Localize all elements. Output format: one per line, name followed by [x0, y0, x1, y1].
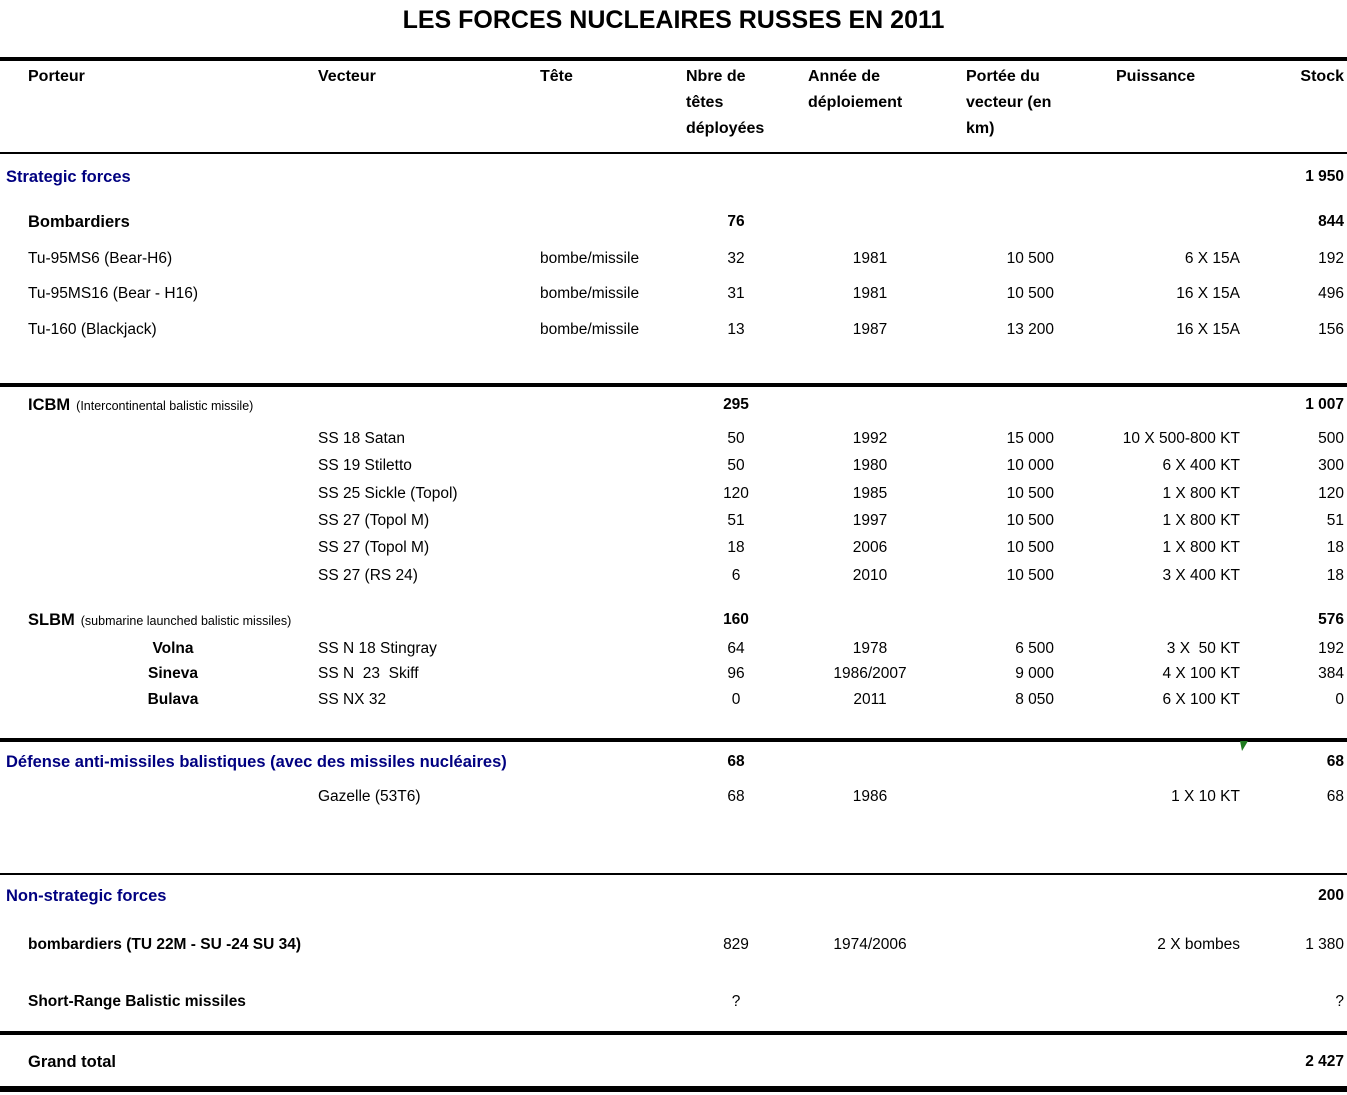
cell-stock: 18	[1326, 539, 1344, 556]
cell-nbre: 68	[727, 753, 745, 770]
cell-puissance: 16 X 15A	[1176, 321, 1240, 338]
cell-nbre: 13	[727, 321, 745, 338]
column-header-stock: Stock	[1300, 68, 1344, 85]
cell-vecteur: SS 18 Satan	[318, 430, 406, 447]
cell-puissance: 6 X 100 KT	[1162, 691, 1240, 708]
row-bombardiers2	[0, 935, 1347, 956]
cell-porteur: Défense anti-missiles balistiques (avec des missiles nucléaires)	[6, 753, 507, 771]
cell-nbre: 68	[727, 788, 745, 805]
cell-annee: 1978	[852, 640, 888, 657]
column-header-tete: Tête	[540, 68, 573, 85]
row-ss18	[0, 429, 1347, 450]
cell-annee: 1985	[852, 485, 888, 502]
cell-porteur: Grand total	[28, 1053, 117, 1071]
cell-tete: bombe/missile	[540, 321, 640, 338]
cell-porteur: Volna	[152, 640, 194, 657]
row-nonstrategic	[0, 886, 1347, 907]
porteur-note: (Intercontinental balistic missile)	[76, 399, 254, 413]
row-tu160	[0, 320, 1347, 341]
cell-stock: 192	[1318, 640, 1344, 657]
row-tu95ms16	[0, 284, 1347, 305]
cell-tete: bombe/missile	[540, 285, 640, 302]
cell-portee: 13 200	[1006, 321, 1054, 338]
cell-puissance: 1 X 10 KT	[1171, 788, 1240, 805]
cell-stock: 1 007	[1305, 396, 1344, 413]
cell-stock: 156	[1318, 321, 1344, 338]
row-ss27a	[0, 511, 1347, 532]
rule-below-header	[0, 152, 1347, 154]
cell-nbre: 64	[727, 640, 745, 657]
rule-above-icbm	[0, 383, 1347, 387]
cell-portee: 10 500	[1006, 567, 1054, 584]
cell-portee: 10 500	[1006, 485, 1054, 502]
cell-portee: 8 050	[1015, 691, 1054, 708]
row-ss27b	[0, 538, 1347, 559]
cell-portee: 10 500	[1006, 285, 1054, 302]
cell-annee: 2006	[852, 539, 888, 556]
cell-nbre: 18	[727, 539, 745, 556]
column-header-porteur: Porteur	[28, 68, 85, 85]
row-icbm	[0, 395, 1347, 416]
cell-annee: 1981	[852, 250, 888, 267]
cell-tete: bombe/missile	[540, 250, 640, 267]
row-tu95ms6	[0, 249, 1347, 270]
cell-annee: 2010	[852, 567, 888, 584]
cell-porteur: Sineva	[148, 665, 198, 682]
cell-stock: 68	[1326, 788, 1344, 805]
rule-above-nonstrategic	[0, 873, 1347, 875]
cell-stock: 120	[1318, 485, 1344, 502]
row-grandtotal	[0, 1052, 1347, 1073]
row-ss25	[0, 484, 1347, 505]
cell-portee: 10 500	[1006, 250, 1054, 267]
cell-stock: 300	[1318, 457, 1344, 474]
cell-porteur: Tu-160 (Blackjack)	[28, 321, 157, 338]
rule-below-title	[0, 57, 1347, 61]
cell-nbre: 51	[727, 512, 745, 529]
cell-puissance: 16 X 15A	[1176, 285, 1240, 302]
cell-porteur: Short-Range Balistic missiles	[28, 993, 246, 1010]
cell-puissance: 1 X 800 KT	[1162, 539, 1240, 556]
column-header-annee: Année de déploiement	[808, 68, 903, 111]
cell-porteur: bombardiers (TU 22M - SU -24 SU 34)	[28, 936, 302, 953]
cell-annee: 1997	[852, 512, 888, 529]
cell-puissance: 2 X bombes	[1157, 936, 1240, 953]
cell-stock: ?	[1335, 993, 1344, 1010]
rule-above-defense	[0, 738, 1347, 742]
cell-porteur: Bombardiers	[28, 213, 130, 231]
cell-stock: 192	[1318, 250, 1344, 267]
row-volna	[0, 639, 1347, 660]
cell-portee: 6 500	[1015, 640, 1054, 657]
cell-stock: 200	[1318, 887, 1344, 904]
row-slbm	[0, 610, 1347, 631]
green-mark-icon	[1239, 741, 1249, 752]
column-header-vecteur: Vecteur	[318, 68, 376, 85]
rule-bottom	[0, 1086, 1347, 1092]
cell-porteur: Non-strategic forces	[6, 887, 167, 905]
cell-nbre: 6	[731, 567, 741, 584]
cell-nbre: 50	[727, 430, 745, 447]
page-title: LES FORCES NUCLEAIRES RUSSES EN 2011	[402, 6, 945, 34]
column-header-portee: Portée du vecteur (en km)	[966, 68, 1052, 137]
row-sineva	[0, 664, 1347, 685]
cell-vecteur: SS 27 (Topol M)	[318, 512, 430, 529]
cell-porteur: Tu-95MS16 (Bear - H16)	[28, 285, 198, 302]
rule-above-grand-total	[0, 1031, 1347, 1035]
cell-puissance: 6 X 15A	[1184, 250, 1240, 267]
cell-vecteur: Gazelle (53T6)	[318, 788, 421, 805]
row-bombardiers	[0, 212, 1347, 233]
cell-annee: 1992	[852, 430, 888, 447]
cell-stock: 1 380	[1305, 936, 1344, 953]
cell-nbre: 96	[727, 665, 745, 682]
cell-porteur: Tu-95MS6 (Bear-H6)	[28, 250, 173, 267]
cell-vecteur: SS NX 32	[318, 691, 387, 708]
table-header-row	[0, 64, 1347, 142]
cell-puissance: 3 X 400 KT	[1162, 567, 1240, 584]
cell-portee: 15 000	[1006, 430, 1054, 447]
cell-stock: 2 427	[1305, 1053, 1344, 1070]
column-header-nbre: Nbre de têtes déployées	[686, 68, 765, 137]
cell-stock: 844	[1318, 213, 1344, 230]
row-strategic	[0, 167, 1347, 188]
cell-nbre: 76	[727, 213, 745, 230]
row-ss19	[0, 456, 1347, 477]
cell-nbre: 50	[727, 457, 745, 474]
cell-vecteur: SS N 18 Stingray	[318, 640, 437, 657]
column-header-puissance: Puissance	[1116, 68, 1196, 85]
cell-portee: 10 500	[1006, 539, 1054, 556]
row-bulava	[0, 690, 1347, 711]
cell-vecteur: SS 25 Sickle (Topol)	[318, 485, 458, 502]
cell-nbre: 0	[731, 691, 741, 708]
cell-portee: 9 000	[1015, 665, 1054, 682]
cell-nbre: 295	[723, 396, 749, 413]
cell-porteur: ICBM (Intercontinental balistic missile)	[28, 396, 254, 414]
cell-vecteur: SS 27 (RS 24)	[318, 567, 418, 584]
cell-stock: 384	[1318, 665, 1344, 682]
cell-porteur: Strategic forces	[6, 168, 131, 186]
cell-nbre: ?	[731, 993, 741, 1010]
cell-porteur: Bulava	[147, 691, 199, 708]
cell-puissance: 4 X 100 KT	[1162, 665, 1240, 682]
cell-stock: 51	[1326, 512, 1344, 529]
cell-vecteur: SS N 23 Skiff	[318, 665, 419, 682]
cell-nbre: 32	[727, 250, 745, 267]
cell-annee: 1986	[852, 788, 888, 805]
cell-vecteur: SS 27 (Topol M)	[318, 539, 430, 556]
cell-porteur: SLBM (submarine launched balistic missiles)	[28, 611, 292, 629]
cell-annee: 1981	[852, 285, 888, 302]
cell-puissance: 6 X 400 KT	[1162, 457, 1240, 474]
cell-annee: 1974/2006	[833, 936, 907, 953]
cell-stock: 18	[1326, 567, 1344, 584]
cell-stock: 68	[1326, 753, 1344, 770]
cell-puissance: 3 X 50 KT	[1166, 640, 1240, 657]
cell-stock: 1 950	[1305, 168, 1344, 185]
cell-annee: 1986/2007	[833, 665, 907, 682]
cell-stock: 496	[1318, 285, 1344, 302]
cell-nbre: 829	[723, 936, 749, 953]
cell-nbre: 31	[727, 285, 745, 302]
porteur-note: (submarine launched balistic missiles)	[80, 614, 292, 628]
cell-nbre: 160	[723, 611, 749, 628]
row-ss27c	[0, 566, 1347, 587]
cell-stock: 500	[1318, 430, 1344, 447]
cell-puissance: 10 X 500-800 KT	[1122, 430, 1240, 447]
cell-vecteur: SS 19 Stiletto	[318, 457, 412, 474]
cell-portee: 10 000	[1006, 457, 1054, 474]
cell-stock: 576	[1318, 611, 1344, 628]
cell-puissance: 1 X 800 KT	[1162, 485, 1240, 502]
row-gazelle	[0, 787, 1347, 808]
row-shortrange	[0, 992, 1347, 1013]
cell-portee: 10 500	[1006, 512, 1054, 529]
cell-nbre: 120	[723, 485, 749, 502]
cell-annee: 1987	[852, 321, 888, 338]
cell-stock: 0	[1335, 691, 1344, 708]
cell-annee: 2011	[853, 691, 887, 708]
row-defense	[0, 752, 1347, 773]
cell-puissance: 1 X 800 KT	[1162, 512, 1240, 529]
cell-annee: 1980	[852, 457, 888, 474]
